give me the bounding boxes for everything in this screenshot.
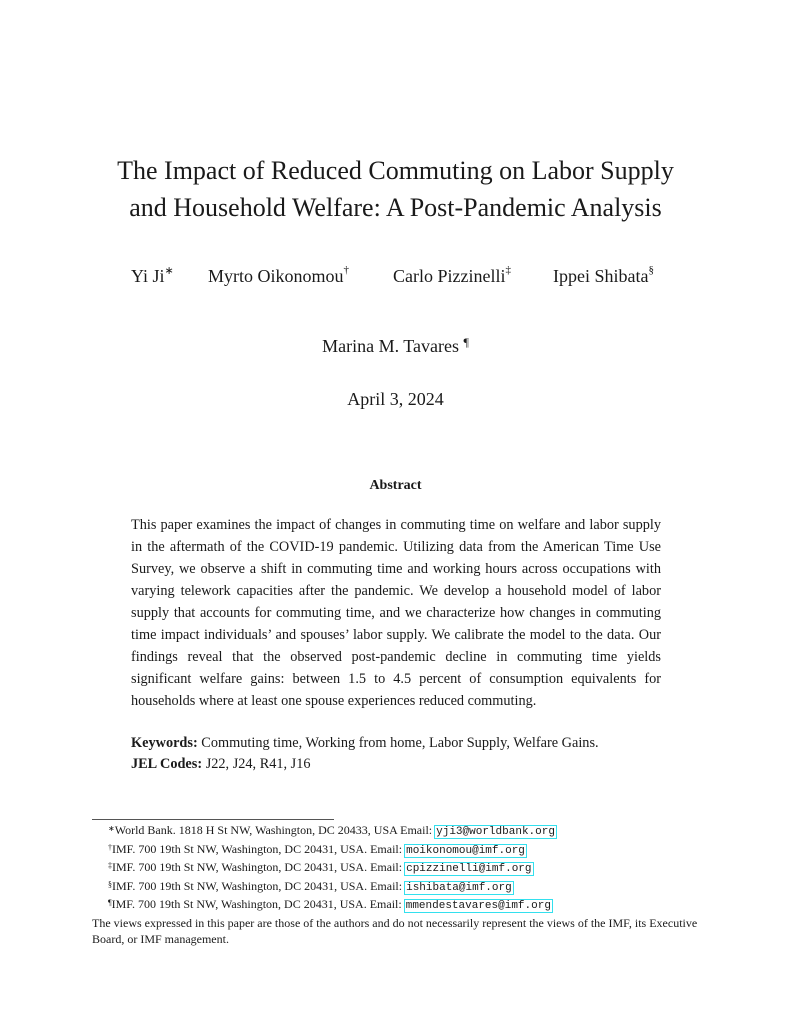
author-myrto-oikonomou: Myrto Oikonomou†: [208, 264, 350, 286]
author-footnote-mark[interactable]: ¶: [463, 335, 469, 349]
footnote-item: ∗World Bank. 1818 H St NW, Washington, DC 20433, USA Email: yji3@worldbank.org: [108, 823, 555, 838]
keywords-text: Commuting time, Working from home, Labor Supply, Welfare Gains.: [201, 735, 599, 751]
disclaimer: The views expressed in this paper are those of the authors and do not necessarily represent the views of the IMF, its Executive Board, or IMF management.: [92, 915, 698, 946]
abstract-heading: Abstract: [369, 478, 422, 493]
email-link[interactable]: yji3@worldbank.org: [436, 826, 555, 838]
keywords-line: [131, 735, 599, 752]
title-line-2: and Household Welfare: A Post-Pandemic Analysis: [129, 193, 662, 222]
footnote-item: §IMF. 700 19th St NW, Washington, DC 20431, USA. Email: ishibata@imf.org: [108, 878, 512, 894]
footnote-item: ¶IMF. 700 19th St NW, Washington, DC 20431, USA. Email: mmendestavares@imf.org: [108, 897, 551, 912]
author-carlo-pizzinelli: Carlo Pizzinelli‡: [393, 264, 511, 286]
footnote-divider: [92, 819, 334, 820]
author-marina-tavares: Marina M. Tavares ¶: [322, 335, 469, 356]
email-link[interactable]: ishibata@imf.org: [406, 881, 512, 894]
author-yi-ji: Yi Ji∗: [131, 265, 174, 286]
email-link[interactable]: moikonomou@imf.org: [406, 844, 525, 857]
author-ippei-shibata: Ippei Shibata§: [553, 264, 654, 286]
abstract-body: This paper examines the impact of changes in commuting time on welfare and labor supply in the aftermath of the COVID-19 pandemic. Utilizing data from the American Time Use Survey, we observe a shift in commuting time and working hours across occupations with varying telework capacities after the pandemic. We develop a household model of labor supply that accounts for commuting time, and we characterize how changes in commuting time impact individuals’ and spouses’ labor supply. We calibrate the model to the data. Our findings reveal that the observed post-pandemic decline in commuting time yields significant welfare gains: between 1.5 to 4.5 percent of consumption equivalents for households where at least one spouse experiences reduced commuting.: [131, 517, 661, 709]
author-footnote-mark[interactable]: †: [343, 264, 350, 276]
footnotes: [92, 822, 702, 948]
email-link[interactable]: cpizzinelli@imf.org: [406, 863, 532, 875]
publication-date: April 3, 2024: [347, 389, 444, 409]
jel-codes-label: JEL Codes:: [131, 756, 203, 772]
jel-codes-line: [131, 756, 311, 773]
jel-codes-text: J22, J24, R41, J16: [205, 756, 311, 772]
keywords-label: Keywords:: [131, 735, 198, 751]
author-footnote-mark[interactable]: §: [648, 264, 654, 276]
footnote-item: †IMF. 700 19th St NW, Washington, DC 20431, USA. Email: moikonomou@imf.org: [108, 841, 525, 857]
footnote-item: ‡IMF. 700 19th St NW, Washington, DC 20431, USA. Email: cpizzinelli@imf.org: [108, 860, 532, 875]
paper-title: [0, 152, 791, 226]
author-footnote-mark[interactable]: ‡: [505, 264, 511, 276]
title-line-1: The Impact of Reduced Commuting on Labor Supply: [117, 156, 674, 185]
author-footnote-mark[interactable]: ∗: [164, 265, 174, 277]
email-link[interactable]: mmendestavares@imf.org: [405, 900, 551, 912]
